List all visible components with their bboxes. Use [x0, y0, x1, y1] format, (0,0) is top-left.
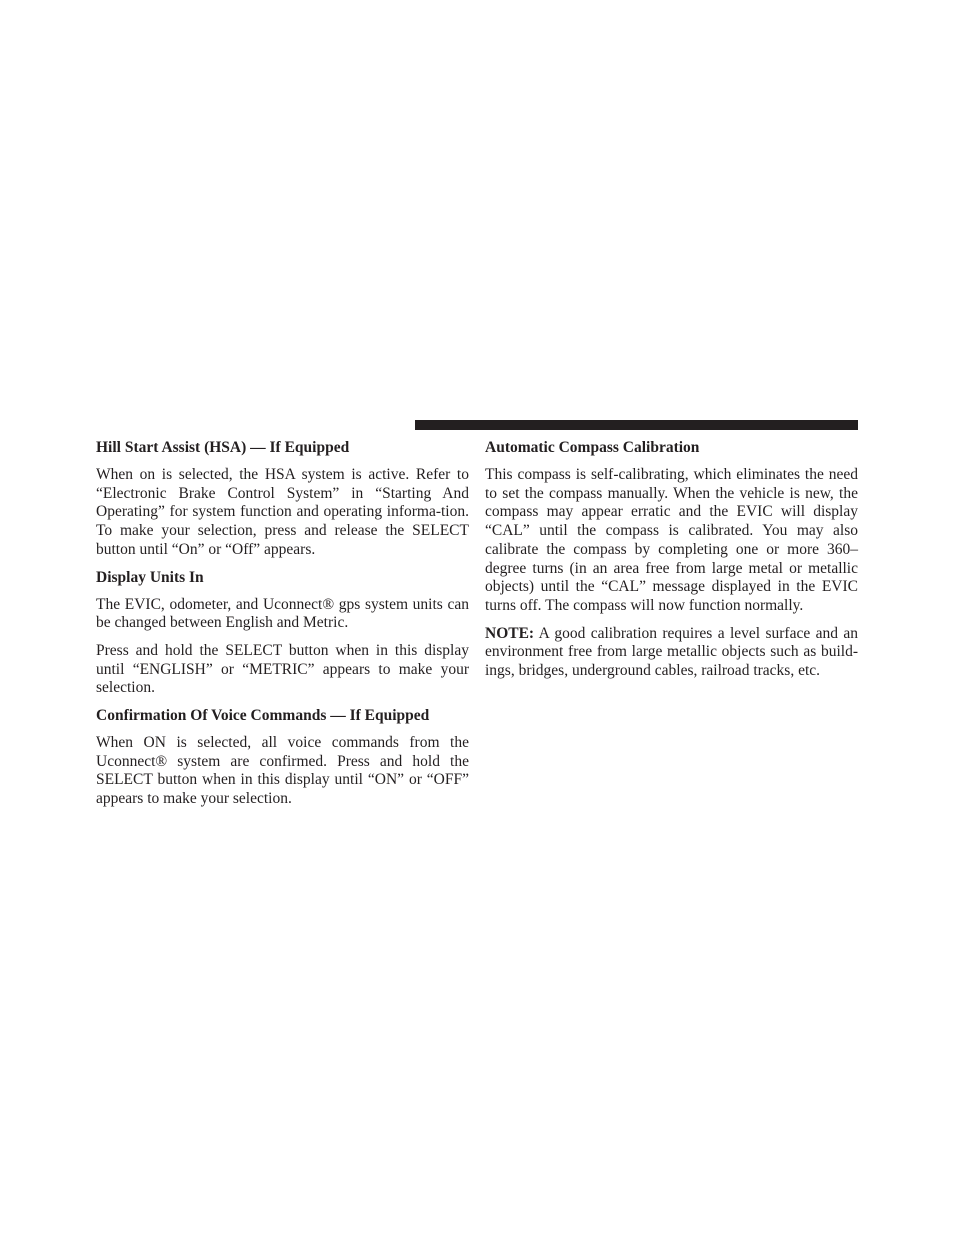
voice-confirm-heading: Confirmation Of Voice Commands — If Equipped [96, 707, 430, 725]
compass-body: This compass is self-calibrating, which eliminates the need to set the compass manually. When the vehicle is new, the compass may appear erratic and the EVIC will display “CAL” until the compass is calibrated. You may also calibrate the compass by completing one or more 360–degree turns (in an area free from large metal or metallic objects) until the “CAL” message displayed in the EVIC turns off. The compass will now function normally. [485, 466, 858, 614]
note-body: A good calibration requires a level surface and an environment free from large metallic objects such as build-ings, bridges, underground cables, railroad tracks, etc. [485, 624, 858, 680]
right-column [485, 439, 858, 690]
hsa-heading: Hill Start Assist (HSA) — If Equipped [96, 439, 350, 456]
section-header-bar [415, 420, 858, 430]
note-label: NOTE: [485, 624, 535, 642]
voice-confirm-body: When ON is selected, all voice commands from the Uconnect® system are confirmed. Press and hold the SELECT button when in this display until “ON” or “OFF” appears to make your selection. [96, 734, 469, 808]
compass-heading: Automatic Compass Calibration [485, 439, 700, 456]
hsa-body: When on is selected, the HSA system is active. Refer to “Electronic Brake Control System” in “Starting And Operating” for system function and operating informa-tion. To make your selection, press and release the SELECT button until “On” or “Off” appears. [96, 466, 469, 558]
compass-note [485, 625, 858, 681]
display-units-body-2: Press and hold the SELECT button when in this display until “ENGLISH” or “METRIC” appears to make your selection. [96, 641, 469, 697]
left-column [96, 439, 469, 818]
display-units-body-1: The EVIC, odometer, and Uconnect® gps system units can be changed between English and Metric. [96, 595, 469, 632]
display-units-heading: Display Units In [96, 568, 204, 586]
